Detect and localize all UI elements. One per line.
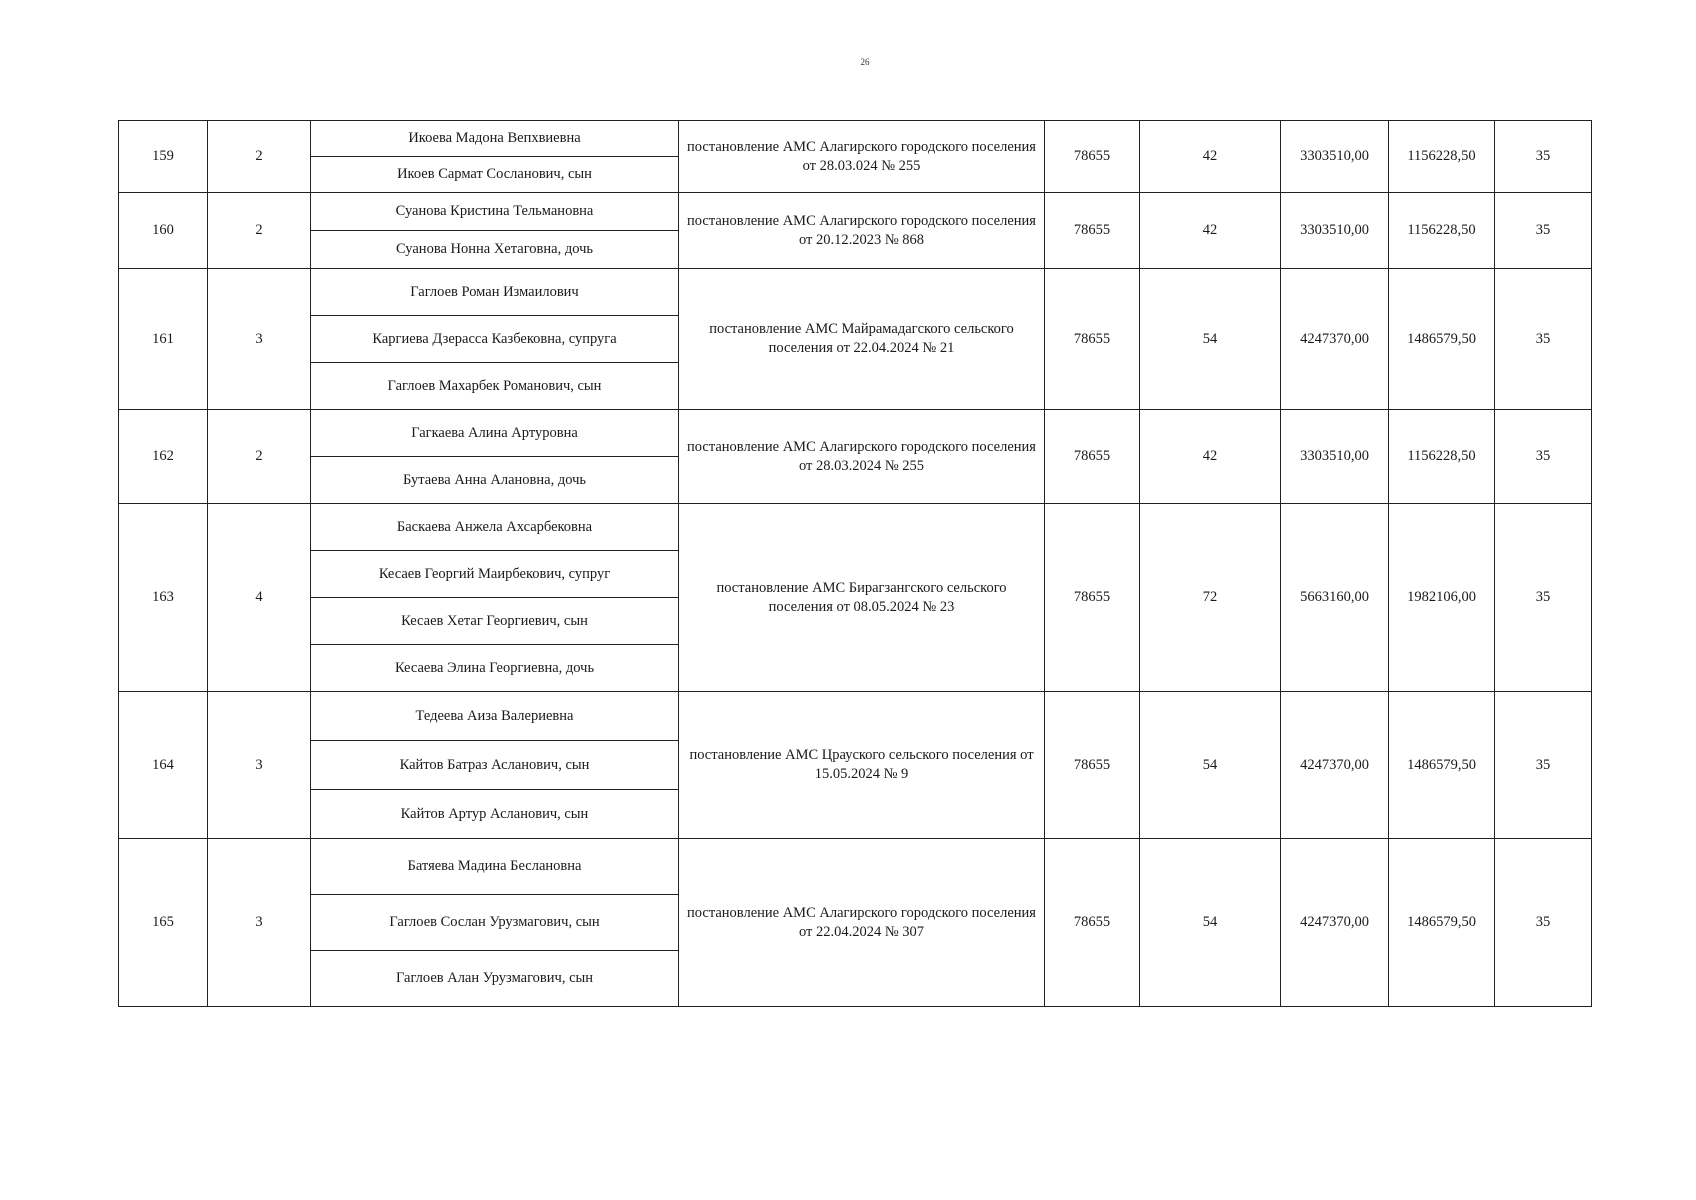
- decree-cell: постановление АМС Майрамадагского сельского поселения от 22.04.2024 № 21: [679, 269, 1045, 410]
- norm-cost-cell: 78655: [1045, 269, 1140, 410]
- family-size-cell: 3: [208, 269, 311, 410]
- family-member-cell: Суанова Кристина Тельмановна: [311, 193, 679, 231]
- area-cell: 42: [1140, 410, 1281, 504]
- total-amount-cell: 4247370,00: [1281, 692, 1389, 839]
- norm-cost-cell: 78655: [1045, 410, 1140, 504]
- family-member-cell: Баскаева Анжела Ахсарбековна: [311, 504, 679, 551]
- decree-cell: постановление АМС Бирагзангского сельского поселения от 08.05.2024 № 23: [679, 504, 1045, 692]
- family-member-cell: Бутаева Анна Алановна, дочь: [311, 457, 679, 504]
- percent-cell: 35: [1495, 269, 1592, 410]
- table-row: [119, 410, 1592, 457]
- table-row: [119, 839, 1592, 895]
- payout-amount-cell: 1156228,50: [1389, 410, 1495, 504]
- family-member-cell: Кесаева Элина Георгиевна, дочь: [311, 645, 679, 692]
- table-row: [119, 121, 1592, 157]
- family-member-cell: Кайтов Батраз Асланович, сын: [311, 741, 679, 790]
- family-size-cell: 3: [208, 692, 311, 839]
- row-number-cell: 161: [119, 269, 208, 410]
- family-member-cell: Суанова Нонна Хетаговна, дочь: [311, 231, 679, 269]
- area-cell: 42: [1140, 121, 1281, 193]
- family-size-cell: 2: [208, 193, 311, 269]
- page-number: 26: [860, 57, 870, 67]
- family-member-cell: Кесаев Георгий Маирбекович, супруг: [311, 551, 679, 598]
- family-member-cell: Тедеева Аиза Валериевна: [311, 692, 679, 741]
- payout-amount-cell: 1156228,50: [1389, 121, 1495, 193]
- total-amount-cell: 4247370,00: [1281, 839, 1389, 1007]
- area-cell: 54: [1140, 269, 1281, 410]
- family-member-cell: Кайтов Артур Асланович, сын: [311, 790, 679, 839]
- row-number-cell: 165: [119, 839, 208, 1007]
- registry-body: [119, 121, 1592, 1007]
- row-number-cell: 163: [119, 504, 208, 692]
- row-number-cell: 160: [119, 193, 208, 269]
- row-number-cell: 159: [119, 121, 208, 193]
- norm-cost-cell: 78655: [1045, 839, 1140, 1007]
- family-size-cell: 2: [208, 121, 311, 193]
- percent-cell: 35: [1495, 839, 1592, 1007]
- total-amount-cell: 3303510,00: [1281, 410, 1389, 504]
- family-size-cell: 2: [208, 410, 311, 504]
- payout-amount-cell: 1156228,50: [1389, 193, 1495, 269]
- percent-cell: 35: [1495, 193, 1592, 269]
- decree-cell: постановление АМС Алагирского городского поселения от 28.03.024 № 255: [679, 121, 1045, 193]
- area-cell: 54: [1140, 692, 1281, 839]
- payout-amount-cell: 1486579,50: [1389, 692, 1495, 839]
- family-member-cell: Икоева Мадона Вепхвиевна: [311, 121, 679, 157]
- percent-cell: 35: [1495, 410, 1592, 504]
- registry-table: [118, 120, 1592, 1007]
- table-row: [119, 692, 1592, 741]
- area-cell: 72: [1140, 504, 1281, 692]
- table-row: [119, 269, 1592, 316]
- payout-amount-cell: 1486579,50: [1389, 839, 1495, 1007]
- decree-cell: постановление АМС Алагирского городского поселения от 22.04.2024 № 307: [679, 839, 1045, 1007]
- area-cell: 54: [1140, 839, 1281, 1007]
- norm-cost-cell: 78655: [1045, 504, 1140, 692]
- decree-cell: постановление АМС Алагирского городского поселения от 28.03.2024 № 255: [679, 410, 1045, 504]
- family-member-cell: Гаглоев Роман Измаилович: [311, 269, 679, 316]
- table-row: [119, 504, 1592, 551]
- row-number-cell: 162: [119, 410, 208, 504]
- family-member-cell: Икоев Сармат Сосланович, сын: [311, 157, 679, 193]
- decree-cell: постановление АМС Црауского сельского поселения от 15.05.2024 № 9: [679, 692, 1045, 839]
- row-number-cell: 164: [119, 692, 208, 839]
- family-member-cell: Гаглоев Махарбек Романович, сын: [311, 363, 679, 410]
- percent-cell: 35: [1495, 121, 1592, 193]
- area-cell: 42: [1140, 193, 1281, 269]
- percent-cell: 35: [1495, 504, 1592, 692]
- family-member-cell: Каргиева Дзерасса Казбековна, супруга: [311, 316, 679, 363]
- norm-cost-cell: 78655: [1045, 193, 1140, 269]
- family-member-cell: Кесаев Хетаг Георгиевич, сын: [311, 598, 679, 645]
- total-amount-cell: 3303510,00: [1281, 193, 1389, 269]
- total-amount-cell: 3303510,00: [1281, 121, 1389, 193]
- norm-cost-cell: 78655: [1045, 692, 1140, 839]
- norm-cost-cell: 78655: [1045, 121, 1140, 193]
- family-member-cell: Гагкаева Алина Артуровна: [311, 410, 679, 457]
- family-size-cell: 3: [208, 839, 311, 1007]
- family-member-cell: Гаглоев Алан Урузмагович, сын: [311, 951, 679, 1007]
- total-amount-cell: 5663160,00: [1281, 504, 1389, 692]
- payout-amount-cell: 1486579,50: [1389, 269, 1495, 410]
- family-size-cell: 4: [208, 504, 311, 692]
- decree-cell: постановление АМС Алагирского городского поселения от 20.12.2023 № 868: [679, 193, 1045, 269]
- percent-cell: 35: [1495, 692, 1592, 839]
- total-amount-cell: 4247370,00: [1281, 269, 1389, 410]
- payout-amount-cell: 1982106,00: [1389, 504, 1495, 692]
- table-row: [119, 193, 1592, 231]
- family-member-cell: Гаглоев Сослан Урузмагович, сын: [311, 895, 679, 951]
- family-member-cell: Батяева Мадина Беслановна: [311, 839, 679, 895]
